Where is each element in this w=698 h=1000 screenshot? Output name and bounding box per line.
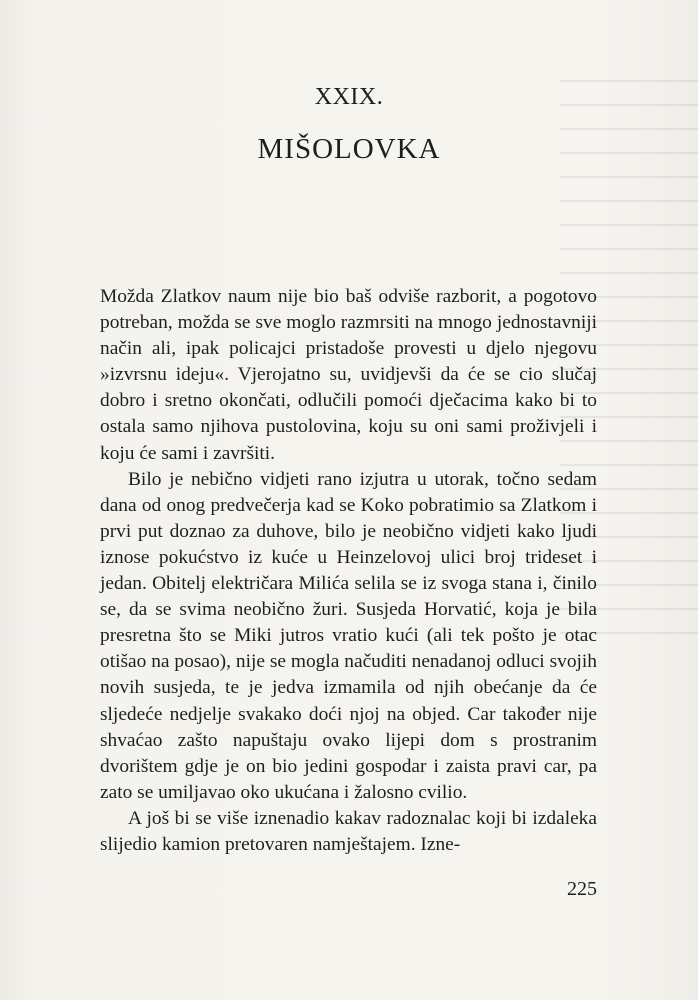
body-text [100, 284, 597, 858]
page-number: 225 [567, 878, 597, 900]
chapter-number: XXIX. [314, 84, 384, 110]
paragraph: A još bi se više iznenadio kakav radoznalac koji bi izdaleka slijedio kamion pretovaren namještajem. Izne- [100, 807, 597, 855]
paragraph: Bilo je nebično vidjeti rano izjutra u utorak, točno sedam dana od onog predvečerja kad se Koko pobratimio sa Zlatkom i prvi put doznao za duhove, bilo je neobično vidjeti kako ljudi iznose pokućstvo iz kuće u Heinzelovoj ulici broj trideset i jedan. Obitelj električara Milića selila se iz svoga stana i, činilo se, da se svima neobično žuri. Susjeda Horvatić, koja je bila presretna što se Miki jutros vratio kući (ali tek pošto je otac otišao na posao), nije se mogla načuditi nenadanoj odluci svojih novih susjeda, te je jedva izmamila od njih obećanje da će sljedeće nedjelje svakako doći njoj na objed. Car također nije shvaćao zašto napuštaju ovako lijepi dom s prostranim dvorištem gdje je on bio jedini gospodar i zaista pravi car, pa zato se umiljavao oko ukućana i žalosno cvilio. [100, 468, 597, 803]
chapter-title: MIŠOLOVKA [257, 133, 441, 165]
paragraph: Možda Zlatkov naum nije bio baš odviše razborit, a pogotovo potreban, možda se sve moglo razmrsiti na mnogo jednostavniji način ali, ipak policajci pristadoše provesti u djelo njegovu »izvrsnu ideju«. Vjerojatno su, uvidjevši da će se cio slučaj dobro i sretno okončati, odlučili pomoći dječacima kako bi to ostala samo njihova pustolovina, koju su oni sami proživjeli i koju će sami i završiti. [100, 286, 597, 464]
